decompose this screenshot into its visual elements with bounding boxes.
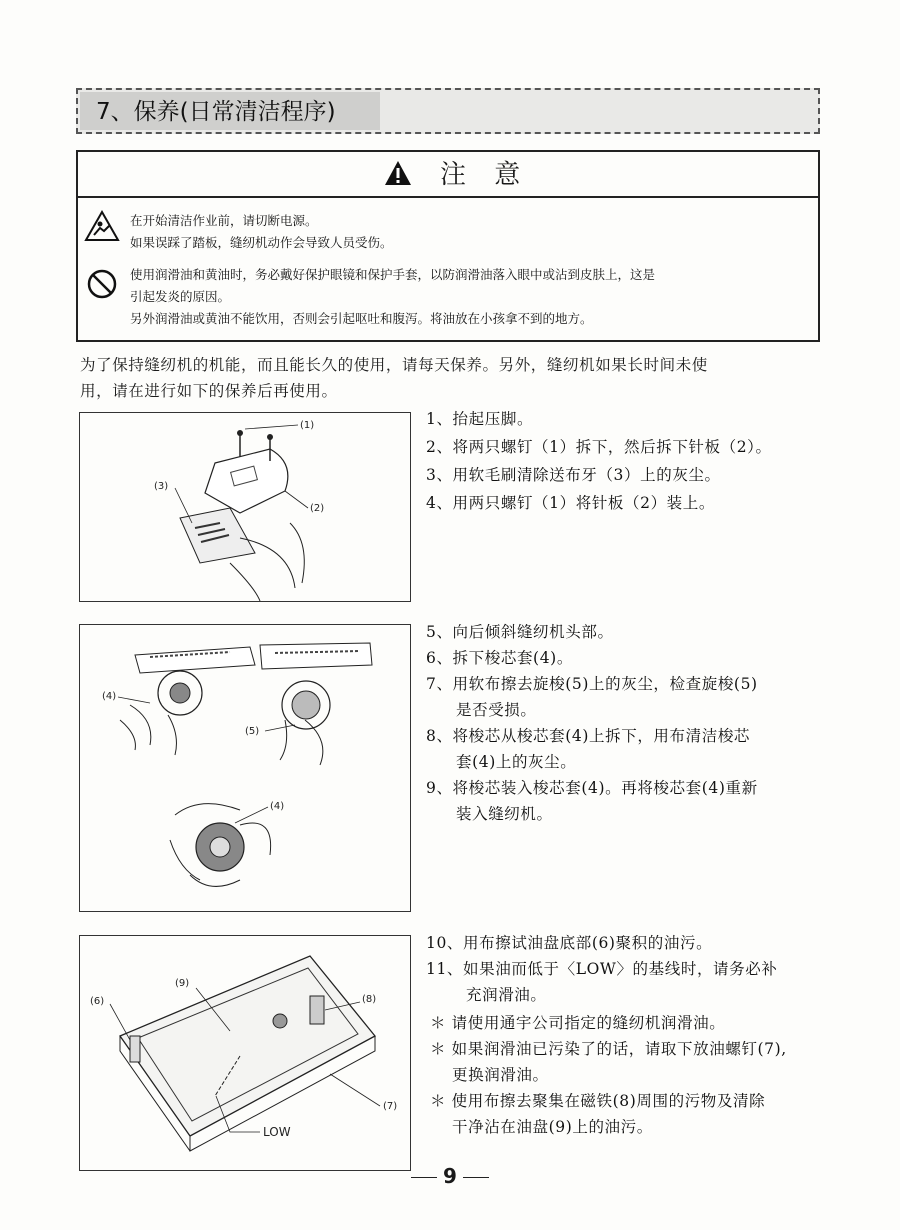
needle-plate-illustration <box>80 413 410 601</box>
prohibit-line-1: 使用润滑油和黄油时，务必戴好保护眼镜和保护手套，以防润滑油落入眼中或沾到皮肤上，这是 <box>130 267 656 282</box>
step-11-cont: 充润滑油。 <box>466 986 547 1004</box>
note-2: ＊ 如果润滑油已污染了的话，请取下放油螺钉(7), <box>430 1040 787 1058</box>
callout-9: (9) <box>175 978 190 989</box>
callout-3: (3) <box>154 481 169 492</box>
callout-5: (5) <box>245 726 260 737</box>
callout-1: (1) <box>300 420 315 431</box>
step-8: 8、将梭芯从梭芯套(4)上拆下，用布清洁梭芯 <box>426 727 751 745</box>
step-8-cont: 套(4)上的灰尘。 <box>456 753 577 771</box>
warning-triangle-icon <box>384 160 412 186</box>
low-label: LOW <box>263 1125 291 1139</box>
step-9: 9、将梭芯装入梭芯套(4)。再将梭芯套(4)重新 <box>426 779 758 797</box>
intro-line-1: 为了保持缝纫机的机能，而且能长久的使用，请每天保养。另外，缝纫机如果长时间未使 <box>80 356 708 374</box>
step-2: 2、将两只螺钉（1）拆下，然后拆下针板（2）。 <box>426 438 772 456</box>
step-6: 6、拆下梭芯套(4)。 <box>426 649 573 667</box>
page-number: 9 <box>443 1164 457 1188</box>
step-10: 10、用布擦试油盘底部(6)聚积的油污。 <box>426 934 713 952</box>
step-3: 3、用软毛刷清除送布牙（3）上的灰尘。 <box>426 466 721 484</box>
page-footer <box>400 1164 500 1188</box>
prohibition-icon <box>86 268 118 300</box>
figure-oil-pan <box>79 935 411 1171</box>
callout-8: (8) <box>362 994 377 1005</box>
callout-4-bottom: (4) <box>270 801 285 812</box>
prohibit-line-2: 引起发炎的原因。 <box>130 289 231 304</box>
callout-6: (6) <box>90 996 105 1007</box>
note-2-cont: 更换润滑油。 <box>452 1066 549 1084</box>
caution-title: 注 意 <box>440 160 531 190</box>
intro-line-2: 用，请在进行如下的保养后再使用。 <box>80 382 338 400</box>
bobbin-case-illustration <box>80 625 410 911</box>
oil-pan-illustration <box>80 936 410 1170</box>
step-11: 11、如果油而低于〈LOW〉的基线时，请务必补 <box>426 960 778 978</box>
step-4: 4、用两只螺钉（1）将针板（2）装上。 <box>426 494 715 512</box>
callout-2: (2) <box>310 503 325 514</box>
hazard-line-1: 在开始清洁作业前，请切断电源。 <box>130 213 318 228</box>
step-1: 1、抬起压脚。 <box>426 410 534 428</box>
callout-7: (7) <box>383 1101 398 1112</box>
figure-needle-plate <box>79 412 411 602</box>
callout-4-top: (4) <box>102 691 117 702</box>
note-1: ＊ 请使用通宇公司指定的缝纫机润滑油。 <box>430 1014 726 1032</box>
section-title: 7、保养(日常清洁程序) <box>96 99 336 125</box>
prohibit-line-3: 另外润滑油或黄油不能饮用，否则会引起呕吐和腹泻。将油放在小孩拿不到的地方。 <box>130 311 593 326</box>
step-7: 7、用软布擦去旋梭(5)上的灰尘，检查旋梭(5) <box>426 675 758 693</box>
figure-bobbin-case <box>79 624 411 912</box>
step-9-cont: 装入缝纫机。 <box>456 805 553 823</box>
caution-divider <box>78 196 818 198</box>
hand-injury-hazard-icon <box>84 210 120 242</box>
step-5: 5、向后倾斜缝纫机头部。 <box>426 623 614 641</box>
note-3: ＊ 使用布擦去聚集在磁铁(8)周围的污物及清除 <box>430 1092 766 1110</box>
note-3-cont: 干净沾在油盘(9)上的油污。 <box>452 1118 653 1136</box>
hazard-line-2: 如果误踩了踏板，缝纫机动作会导致人员受伤。 <box>130 235 393 250</box>
step-7-cont: 是否受损。 <box>456 701 537 719</box>
